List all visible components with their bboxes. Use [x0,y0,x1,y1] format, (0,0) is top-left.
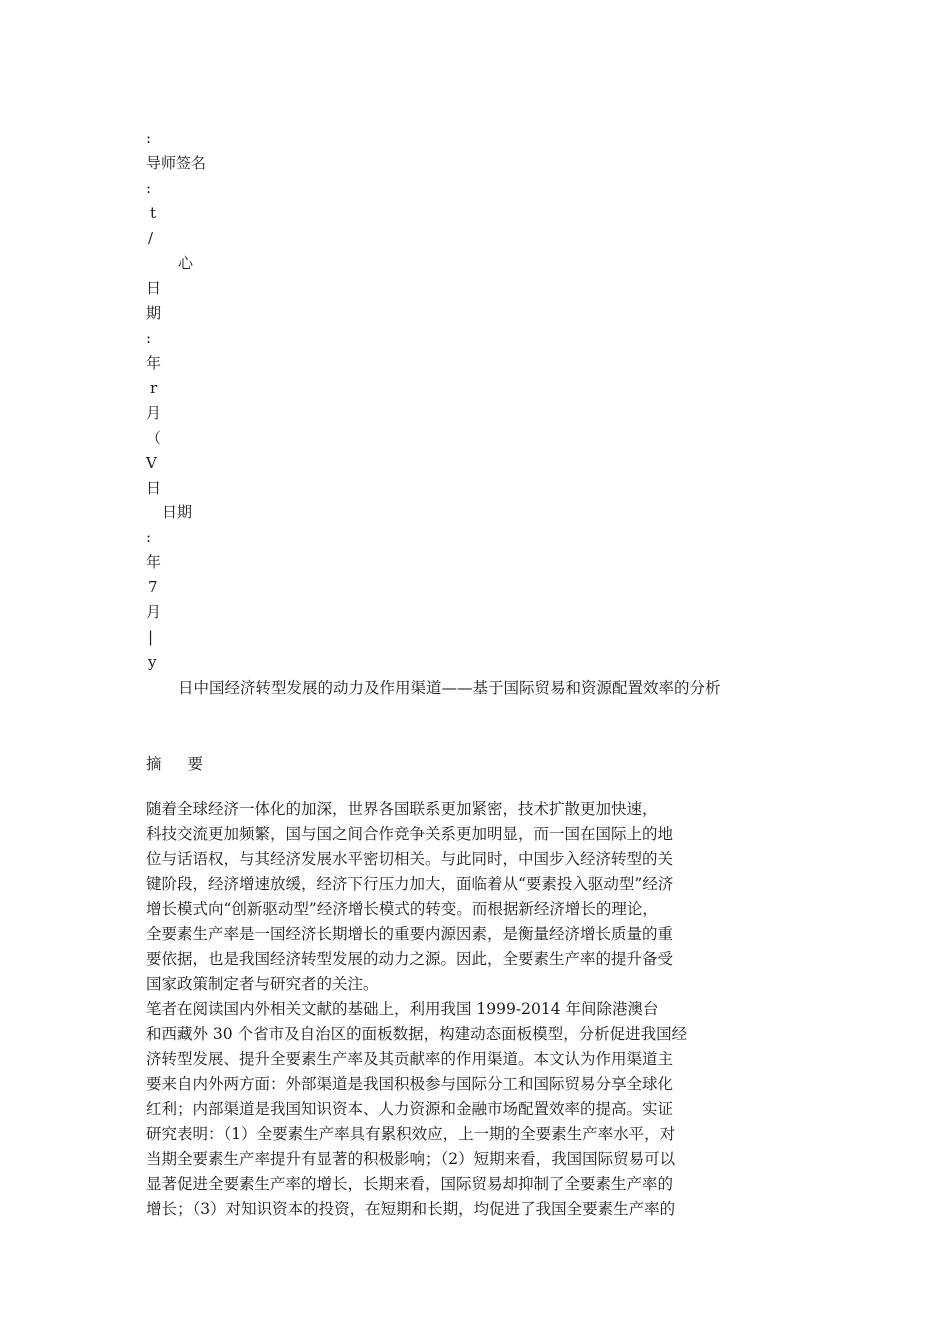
abstract-line: 国家政策制定者与研究者的关注。 [146,975,379,993]
sig-fragment-t: t [150,204,157,222]
date-year-2: 年 [146,553,162,571]
sig-colon-1: : [146,129,152,147]
date-month-1: 月 [146,404,162,422]
abstract-line: 研究表明：（1）全要素生产率具有累积效应，上一期的全要素生产率水平，对 [146,1125,676,1143]
date-label-char-1: 日 [146,279,162,297]
abstract-line: 和西藏外 30 个省市及自治区的面板数据，构建动态面板模型，分析促进我国经 [146,1025,688,1043]
date-year-1: 年 [146,354,162,372]
abstract-line: 科技交流更加频繁，国与国之间合作竞争关系更加明显，而一国在国际上的地 [146,825,674,843]
abstract-line: 增长模式向“创新驱动型”经济增长模式的转变。而根据新经济增长的理论， [146,900,658,918]
sig-fragment-xin: 心 [178,254,194,272]
abstract-heading-char-2: 要 [187,755,204,773]
abstract-line: 红利；内部渠道是我国知识资本、人力资源和金融市场配置效率的提高。实证 [146,1100,674,1118]
date-fragment-y: y [148,653,157,671]
abstract-line: 键阶段，经济增速放缓，经济下行压力加大，面临着从“要素投入驱动型”经济 [146,875,674,893]
date-fragment-7: 7 [148,578,158,596]
abstract-line: 要依据，也是我国经济转型发展的动力之源。因此，全要素生产率的提升备受 [146,950,674,968]
abstract-line: 位与话语权，与其经济发展水平密切相关。与此同时，中国步入经济转型的关 [146,850,674,868]
abstract-line: 济转型发展、提升全要素生产率及其贡献率的作用渠道。本文认为作用渠道主 [146,1050,674,1068]
abstract-line: 随着全球经济一体化的加深，世界各国联系更加紧密，技术扩散更加快速， [146,800,658,818]
abstract-line: 显著促进全要素生产率的增长，长期来看，国际贸易却抑制了全要素生产率的 [146,1175,674,1193]
abstract-line: 当期全要素生产率提升有显著的积极影响；（2）短期来看，我国国际贸易可以 [146,1150,676,1168]
abstract-line: 要来自内外两方面：外部渠道是我国积极参与国际分工和国际贸易分享全球化 [146,1075,674,1093]
abstract-heading-char-1: 摘 [146,755,162,773]
thesis-title: 日中国经济转型发展的动力及作用渠道——基于国际贸易和资源配置效率的分析 [178,679,721,697]
advisor-signature-label: 导师签名 [146,154,207,172]
sig-colon-2: : [146,179,152,197]
sig-fragment-slash: / [148,229,154,247]
date-colon-2: : [146,528,152,546]
date-label-char-2: 期 [146,304,162,322]
date-day-1: 日 [146,479,162,497]
abstract-line: 笔者在阅读国内外相关文献的基础上，利用我国 1999-2014 年间除港澳台 [146,1000,659,1018]
date-fragment-r: r [150,379,158,397]
date-fragment-v: V [146,454,157,472]
abstract-line: 增长；（3）对知识资本的投资，在短期和长期，均促进了我国全要素生产率的 [146,1200,676,1218]
date-fragment-paren: （ [146,429,162,447]
date-label-2: 日期 [162,503,193,521]
date-month-2: 月 [146,603,162,621]
date-fragment-bar: | [148,628,154,646]
date-colon-1: : [146,329,152,347]
abstract-heading [146,752,203,774]
abstract-line: 全要素生产率是一国经济长期增长的重要内源因素，是衡量经济增长质量的重 [146,925,674,943]
